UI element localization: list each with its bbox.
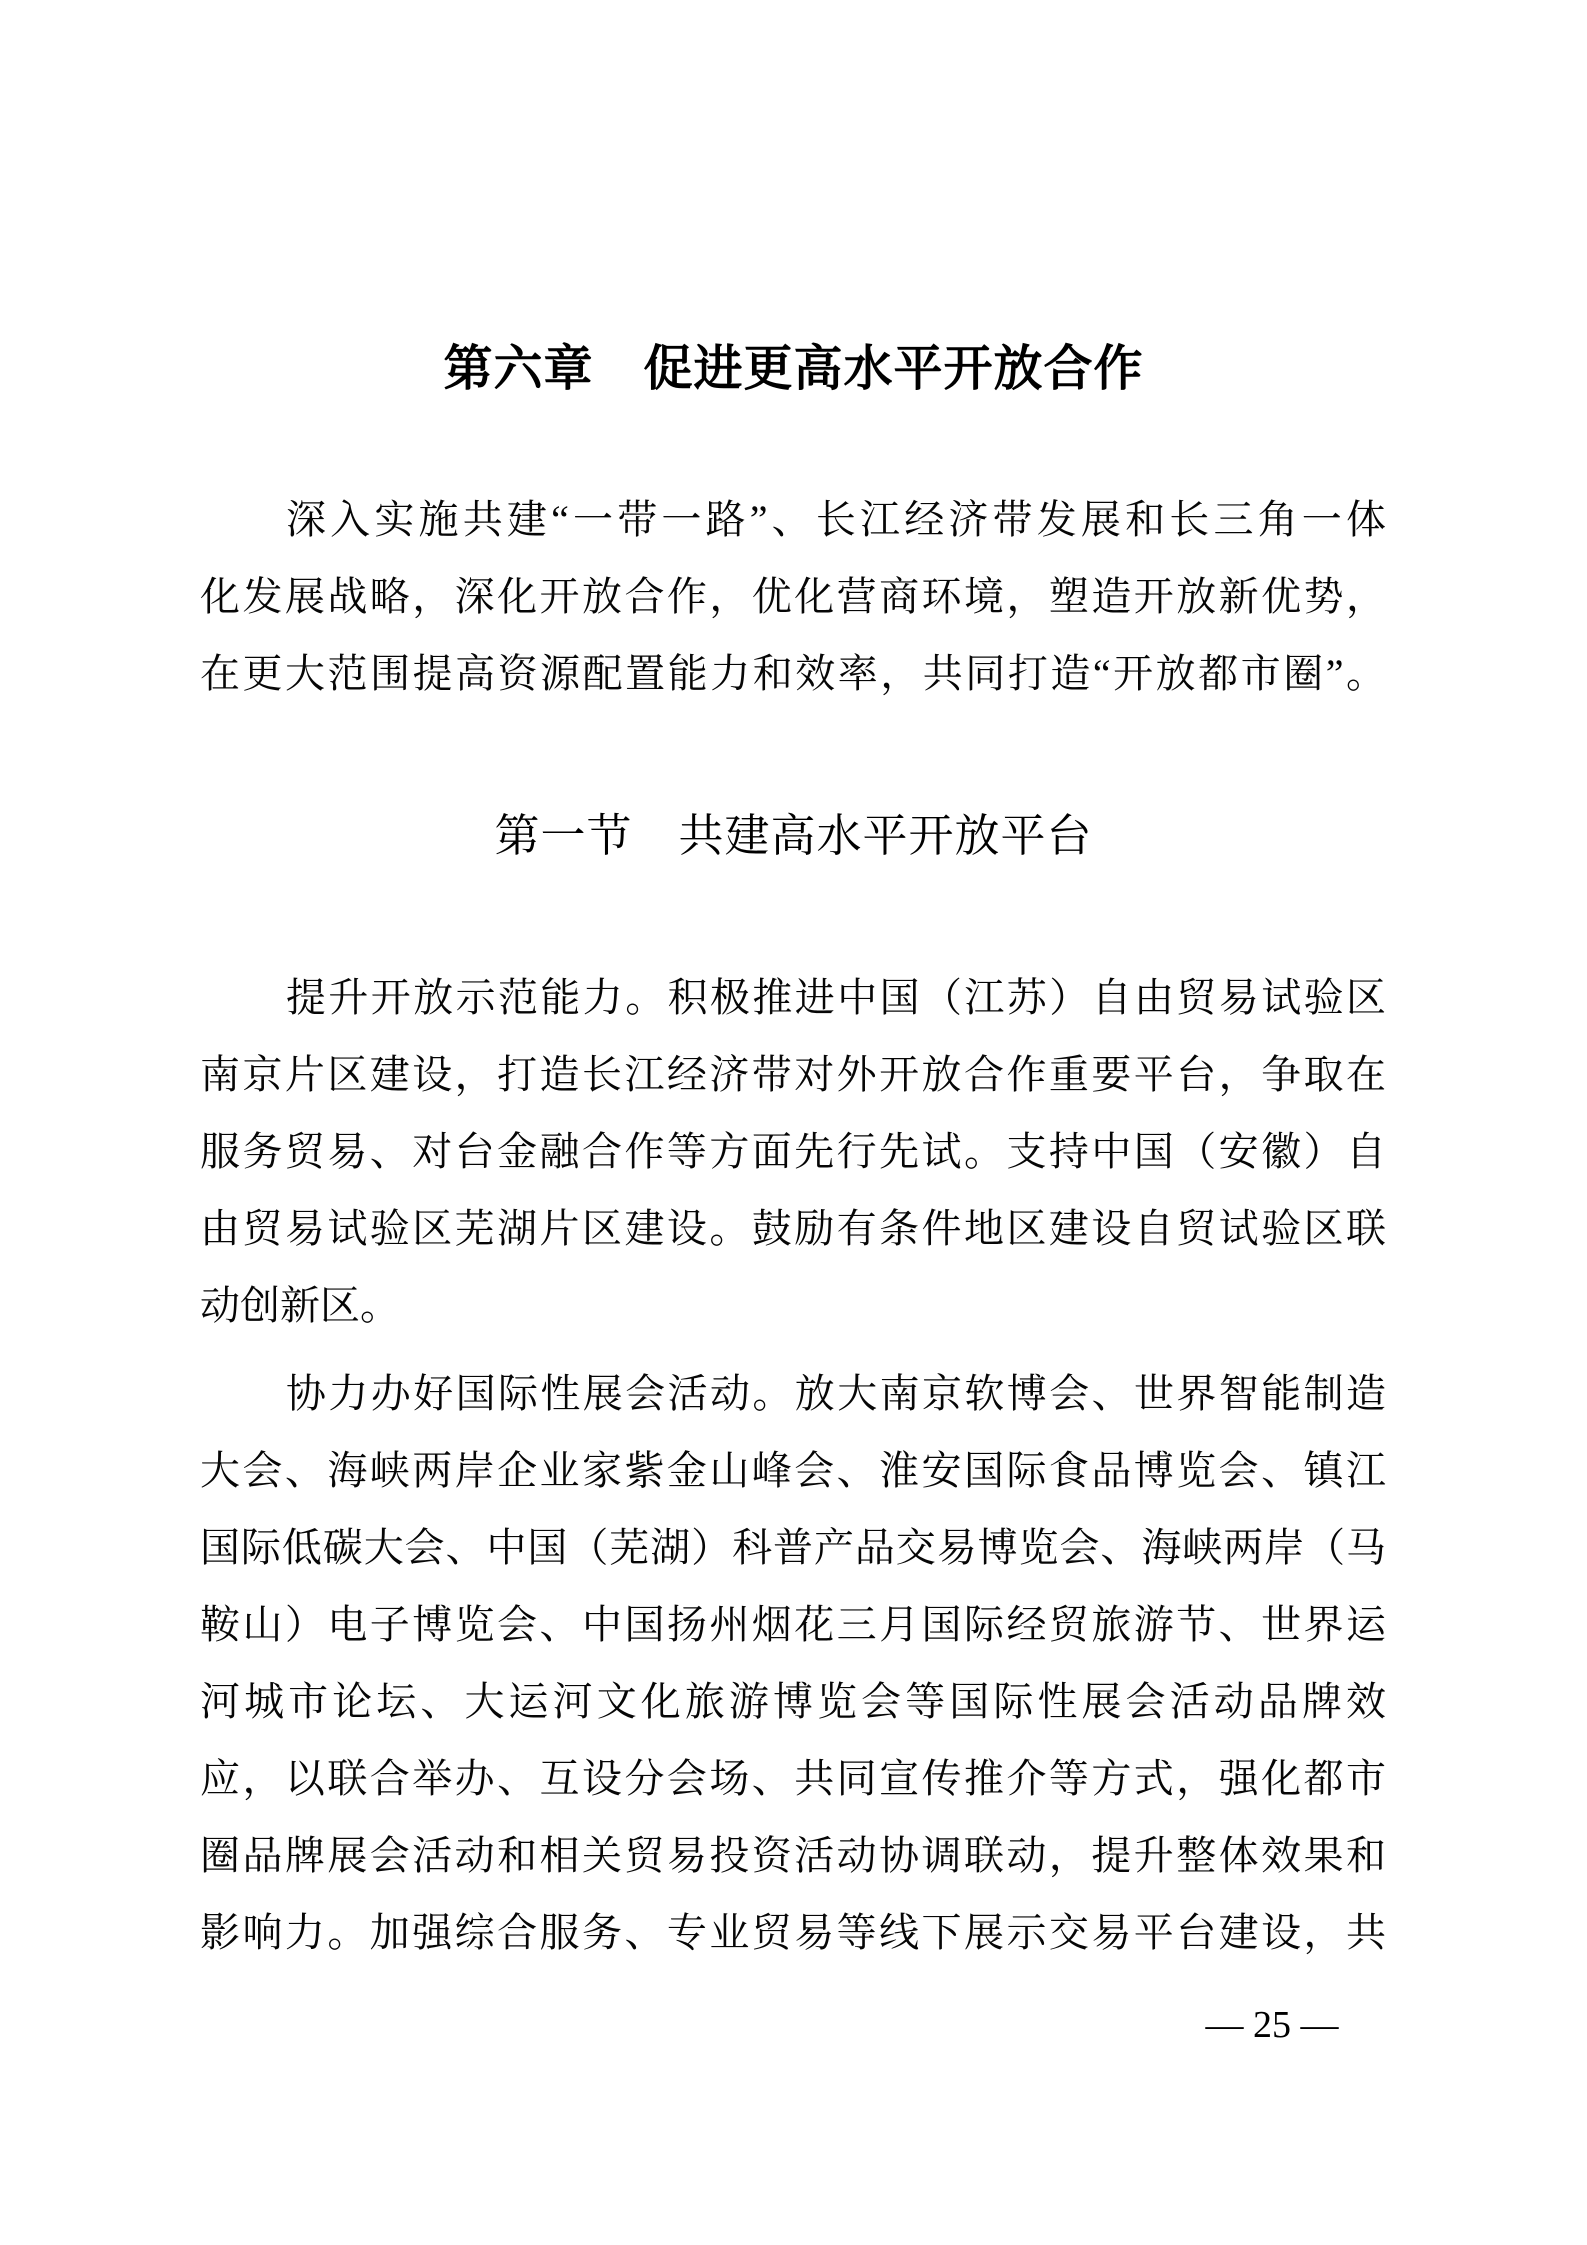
text-line: 提升开放示范能力。积极推进中国（江苏）自由贸易试验区 <box>286 975 1386 1020</box>
text-line: 协力办好国际性展会活动。放大南京软博会、世界智能制造 <box>286 1371 1386 1416</box>
page-number: — 25 — <box>1205 2004 1339 2046</box>
text-line: 影响力。加强综合服务、专业贸易等线下展示交易平台建设，共 <box>200 1910 1386 1955</box>
text-line: 服务贸易、对台金融合作等方面先行先试。支持中国（安徽）自 <box>200 1129 1386 1174</box>
chapter-title: 第六章 促进更高水平开放合作 <box>443 342 1144 396</box>
paragraph-intro <box>200 481 1386 712</box>
text-line: 应，以联合举办、互设分会场、共同宣传推介等方式，强化都市 <box>200 1756 1386 1801</box>
text-line: 河城市论坛、大运河文化旅游博览会等国际性展会活动品牌效 <box>200 1679 1386 1724</box>
text-line: 由贸易试验区芜湖片区建设。鼓励有条件地区建设自贸试验区联 <box>200 1206 1386 1251</box>
text-line: 南京片区建设，打造长江经济带对外开放合作重要平台，争取在 <box>200 1052 1386 1097</box>
text-line: 在更大范围提高资源配置能力和效率，共同打造“开放都市圈”。 <box>200 651 1386 696</box>
text-line: 化发展战略，深化开放合作，优化营商环境，塑造开放新优势， <box>200 574 1386 619</box>
text-line: 国际低碳大会、中国（芜湖）科普产品交易博览会、海峡两岸（马 <box>200 1525 1386 1570</box>
text-line: 圈品牌展会活动和相关贸易投资活动协调联动，提升整体效果和 <box>200 1833 1386 1878</box>
text-line: 动创新区。 <box>200 1283 400 1328</box>
text-line: 大会、海峡两岸企业家紫金山峰会、淮安国际食品博览会、镇江 <box>200 1448 1386 1493</box>
paragraph-open-platform <box>200 959 1386 1344</box>
section-title: 第一节 共建高水平开放平台 <box>494 811 1093 861</box>
text-line: 鞍山）电子博览会、中国扬州烟花三月国际经贸旅游节、世界运 <box>200 1602 1386 1647</box>
text-line: 深入实施共建“一带一路”、长江经济带发展和长三角一体 <box>286 497 1386 542</box>
paragraph-expo-activities <box>200 1355 1386 1971</box>
